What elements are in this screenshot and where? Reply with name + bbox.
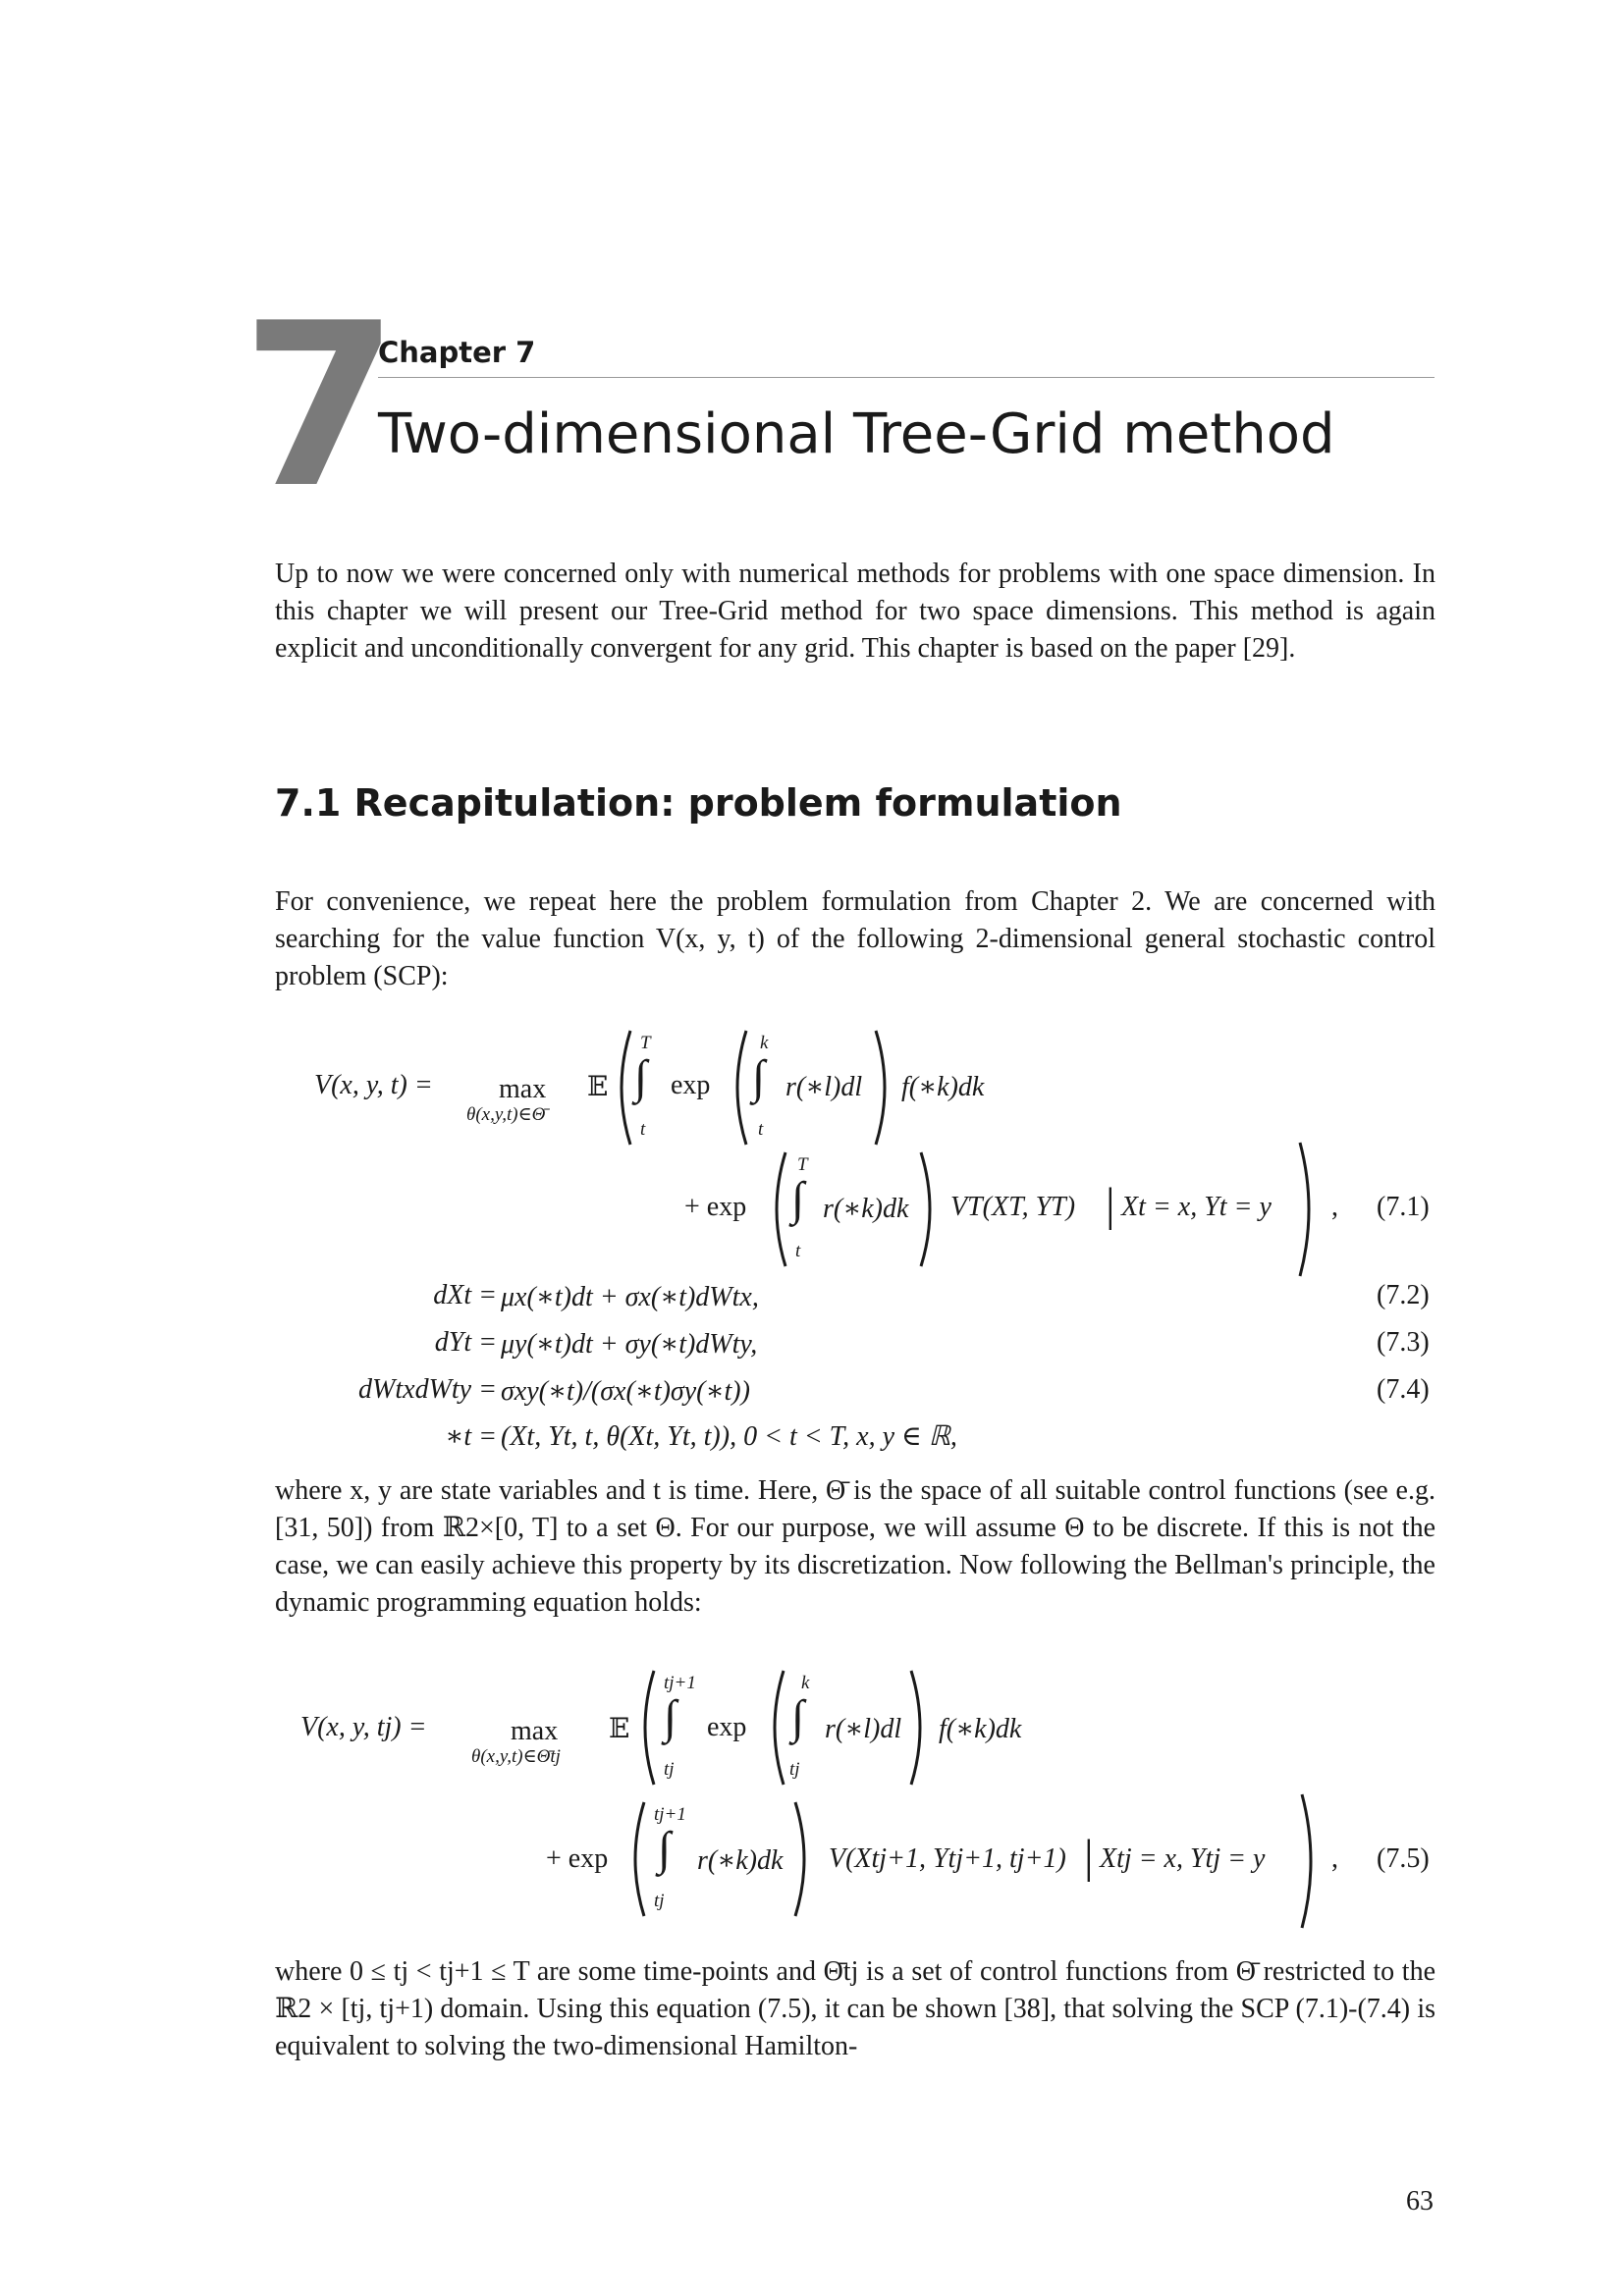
eq-lhs: dXt = — [433, 1280, 497, 1310]
eq75-integrand2: r(∗k)dk — [697, 1845, 784, 1876]
intro-paragraph: Up to now we were concerned only with numerical methods for problems with one space dimension. In this chapter we will present our Tree-Grid method for two space dimensions. This method is again explicit and unconditionally convergent for any grid. This chapter is based on the paper [29]. — [275, 559, 1435, 664]
eq75-integrand1: r(∗l)dl — [825, 1714, 902, 1744]
eq71-int2-lower: t — [758, 1119, 764, 1140]
chapter-label: Chapter 7 — [378, 336, 536, 369]
eq75-plus-exp: + exp — [546, 1843, 609, 1874]
integral-icon: ∫ — [752, 1051, 766, 1103]
eq-lhs: dYt = — [434, 1327, 497, 1358]
eq75-right-paren — [1298, 1792, 1322, 1930]
eq71-expectation: 𝔼 — [587, 1072, 609, 1102]
paragraph-hjb: where 0 ≤ tj < tj+1 ≤ T are some time-points and Θ̄tj is a set of control functions from Θ̄ restricted to the ℝ2 × [tj, tj+1) domain. Using this equation (7.5), it can be shown [38], that solving the SCP (7.1)-(7.4) is equivalent to solving the two-dimensional Hamilton- — [275, 1956, 1435, 2061]
eq75-int3-lower: tj — [654, 1891, 665, 1911]
eq-rhs: (Xt, Yt, t, θ(Xt, Yt, t)), 0 < t < T, x, y ∈ ℝ, — [501, 1421, 957, 1452]
paragraph-bellman: where x, y are state variables and t is time. Here, Θ̄ is the space of all suitable control functions (see e.g. [31, 50]) from ℝ2×[0, T] to a set Θ. For our purpose, we will assume Θ to be discrete. If this is not the case, we can easily achieve this property by its discretization. Now following the Bellman's principle, the dynamic programming equation holds: — [275, 1475, 1435, 1618]
eq71-plus-exp: + exp — [684, 1192, 747, 1222]
eq71-inner-left-paren — [727, 1029, 750, 1147]
eq75-terminal: V(Xtj+1, Ytj+1, tj+1) — [829, 1843, 1066, 1874]
eq75-int3-upper: tj+1 — [654, 1804, 686, 1825]
eq71-int3-lower: t — [795, 1241, 801, 1261]
eq75-max: max — [511, 1716, 559, 1746]
chapter-title: Two-dimensional Tree-Grid method — [378, 402, 1335, 466]
eq71-integrand2: r(∗k)dk — [823, 1194, 909, 1224]
eq71-left-paren — [611, 1029, 634, 1147]
eq75-number: (7.5) — [1377, 1843, 1430, 1874]
eq71-terminal: VT(XT, YT) — [950, 1192, 1076, 1222]
eq-lhs: ∗t = — [445, 1421, 497, 1452]
eq71-number: (7.1) — [1377, 1192, 1430, 1222]
integral-icon: ∫ — [658, 1823, 672, 1875]
eq75-line2-left-paren — [624, 1800, 648, 1918]
eq75-left-paren — [634, 1669, 658, 1787]
eq75-expectation: 𝔼 — [609, 1714, 630, 1744]
eq-lhs: dWtxdWty = — [358, 1374, 497, 1405]
eq71-max-sub: θ(x,y,t)∈Θ̄ — [466, 1104, 546, 1125]
chapter-rule — [378, 377, 1435, 378]
eq-rhs: μx(∗t)dt + σx(∗t)dWtx, — [501, 1282, 759, 1312]
eq-number: (7.3) — [1377, 1327, 1430, 1358]
eq75-int2-upper: k — [801, 1673, 810, 1693]
eq75-inner-right-paren — [907, 1669, 931, 1787]
page-number: 63 — [1406, 2186, 1434, 2216]
eq75-lhs: V(x, y, tj) = — [300, 1712, 427, 1742]
eq-number: (7.4) — [1377, 1374, 1430, 1405]
eq75-int1-lower: tj — [664, 1759, 675, 1780]
eq75-punct: , — [1331, 1843, 1338, 1874]
eq75-inner-left-paren — [764, 1669, 787, 1787]
eq71-punct: , — [1331, 1192, 1338, 1222]
eq71-inner-right-paren — [872, 1029, 895, 1147]
eq75-condition: Xtj = x, Ytj = y — [1100, 1843, 1266, 1874]
integral-icon: ∫ — [634, 1051, 648, 1103]
eq71-int2-upper: k — [760, 1033, 769, 1053]
eq75-exp: exp — [707, 1712, 747, 1742]
eq75-int1-upper: tj+1 — [664, 1673, 696, 1693]
eq-number: (7.2) — [1377, 1280, 1430, 1310]
eq71-right-paren — [1296, 1141, 1320, 1278]
integral-icon: ∫ — [664, 1691, 677, 1743]
integral-icon: ∫ — [791, 1691, 805, 1743]
eq75-int2-lower: tj — [789, 1759, 800, 1780]
chapter-number: 7 — [242, 276, 400, 538]
eq71-lhs: V(x, y, t) = — [314, 1070, 433, 1100]
eq71-int1-lower: t — [640, 1119, 646, 1140]
eq75-max-sub: θ(x,y,t)∈Θ̄tj — [471, 1746, 561, 1767]
eq71-exp: exp — [671, 1070, 711, 1100]
eq75-line2-right-paren — [791, 1800, 815, 1918]
eq71-line2-left-paren — [766, 1150, 789, 1268]
paragraph-problem: For convenience, we repeat here the problem formulation from Chapter 2. We are concerned with searching for the value function V(x, y, t) of the following 2-dimensional general stochastic control problem (SCP): — [275, 886, 1435, 991]
section-title: 7.1 Recapitulation: problem formulation — [275, 781, 1122, 825]
eq71-max: max — [499, 1074, 547, 1104]
eq71-int3-upper: T — [797, 1154, 808, 1175]
eq71-integrand1: r(∗l)dl — [785, 1072, 863, 1102]
eq71-condition: Xt = x, Yt = y — [1121, 1192, 1272, 1222]
eq-rhs: μy(∗t)dt + σy(∗t)dWty, — [501, 1329, 758, 1360]
eq75-f-term: f(∗k)dk — [939, 1714, 1022, 1744]
eq71-line2-right-paren — [917, 1150, 941, 1268]
conditional-bar: | — [1084, 1831, 1094, 1883]
eq-rhs: σxy(∗t)/(σx(∗t)σy(∗t)) — [501, 1376, 750, 1407]
integral-icon: ∫ — [791, 1173, 805, 1225]
eq71-f-term: f(∗k)dk — [901, 1072, 985, 1102]
eq71-int1-upper: T — [640, 1033, 651, 1053]
conditional-bar: | — [1106, 1179, 1115, 1231]
